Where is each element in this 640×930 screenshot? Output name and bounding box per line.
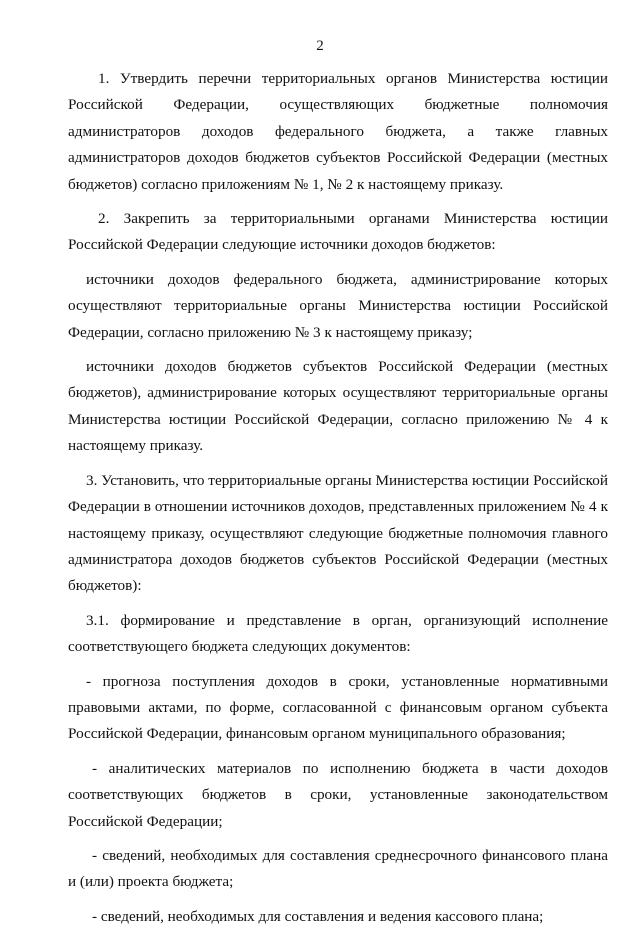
list-item-revenue-forecast: - прогноза поступления доходов в сроки, установленные нормативными правовыми актами, по форме, согласованной с финансовым органом субъекта Российской Федерации, финансовым органом муниципального образования; bbox=[68, 672, 608, 743]
page-number: 2 bbox=[316, 38, 324, 54]
paragraph-regional-sources: источники доходов бюджетов субъектов Российской Федерации (местных бюджетов), администрирование которых осуществляют территориальные органы Министерства юстиции Российской Федерации, согласно приложению № 4 к настоящему приказу. bbox=[68, 358, 608, 455]
paragraph-federal-sources: источники доходов федерального бюджета, администрирование которых осуществляют территориальные органы Министерства юстиции Российской Федерации, согласно приложению № 3 к настоящему приказу; bbox=[68, 270, 608, 341]
paragraph-3-1-documents: 3.1. формирование и представление в орган, организующий исполнение соответствующего бюджета следующих документов: bbox=[68, 611, 608, 656]
list-item-analytical-materials: - аналитических материалов по исполнению бюджета в части доходов соответствующих бюджетов в сроки, установленные законодательством Российской Федерации; bbox=[68, 759, 608, 830]
list-item-cash-plan: - сведений, необходимых для составления и ведения кассового плана; bbox=[92, 907, 544, 925]
paragraph-2-assign-sources: 2. Закрепить за территориальными органами Министерства юстиции Российской Федерации следующие источники доходов бюджетов: bbox=[68, 210, 608, 254]
document-body bbox=[68, 66, 608, 930]
paragraph-3-establish-powers: 3. Установить, что территориальные органы Министерства юстиции Российской Федерации в отношении источников доходов, представленных приложением № 4 к настоящему приказу, осуществляют следующие бюджетные полномочия главного администратора доходов бюджетов субъектов Российской Федерации (местных бюджетов): bbox=[68, 471, 608, 595]
list-item-medium-term-plan: - сведений, необходимых для составления среднесрочного финансового плана и (или) проекта бюджета; bbox=[68, 846, 608, 891]
paragraph-1-approve-lists: 1. Утвердить перечни территориальных органов Министерства юстиции Российской Федерации, осуществляющих бюджетные полномочия администраторов доходов федерального бюджета, а также главных администраторов доходов бюджетов субъектов Российской Федерации (местных бюджетов) согласно приложениям № 1, № 2 к настоящему приказу. bbox=[68, 70, 608, 193]
